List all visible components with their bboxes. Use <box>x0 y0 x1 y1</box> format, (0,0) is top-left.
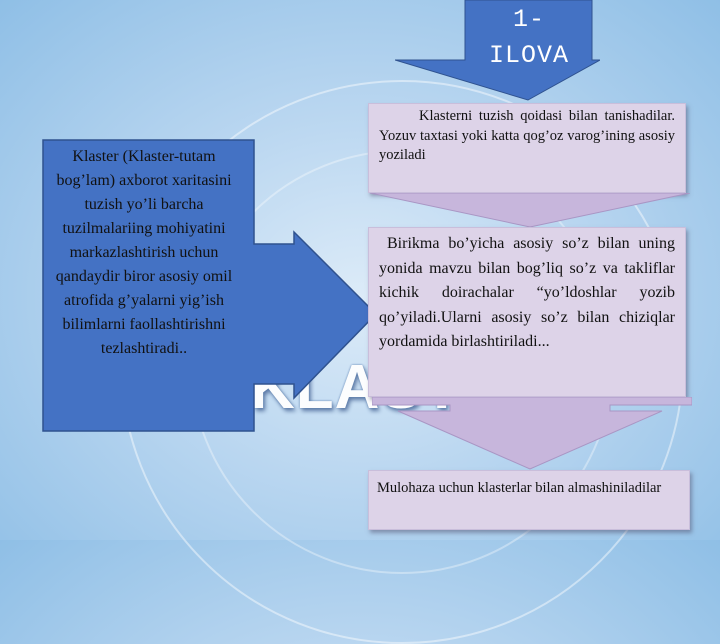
down-arrow-1 <box>370 193 690 229</box>
tag-label: ILOVA <box>488 41 569 70</box>
ilova-tag <box>465 2 593 74</box>
tag-number: 1- <box>512 5 545 34</box>
step-box-1: Klasterni tuzish qoidasi bilan tanishadilar. Yozuv taxtasi yoki katta qog’oz varog’ining asosiy yoziladi <box>368 103 686 193</box>
step-box-2: Birikma bo’yicha asosiy so’z bilan uning yonida mavzu bilan bog’liq so’z va takliflar kichik doirachalar “yo’ldoshlar yozib qo’yiladi.Ularni asosiy so’z bilan chiziqlar yordamida birlashtiriladi... <box>368 227 686 397</box>
step-box-3: Mulohaza uchun klasterlar bilan almashiniladilar <box>368 470 690 530</box>
left-callout-text: Klaster (Klaster-tutam bog’lam) axborot xaritasini tuzish yo’li barcha tuzilmalariing mohiyatini markazlashtirish uchun qandaydir biror asosiy omil atrofida g’yalarni yig’ish bilimlarni faollashtirishni tezlashtiradi.. <box>55 148 233 357</box>
down-arrow-2 <box>372 397 692 471</box>
